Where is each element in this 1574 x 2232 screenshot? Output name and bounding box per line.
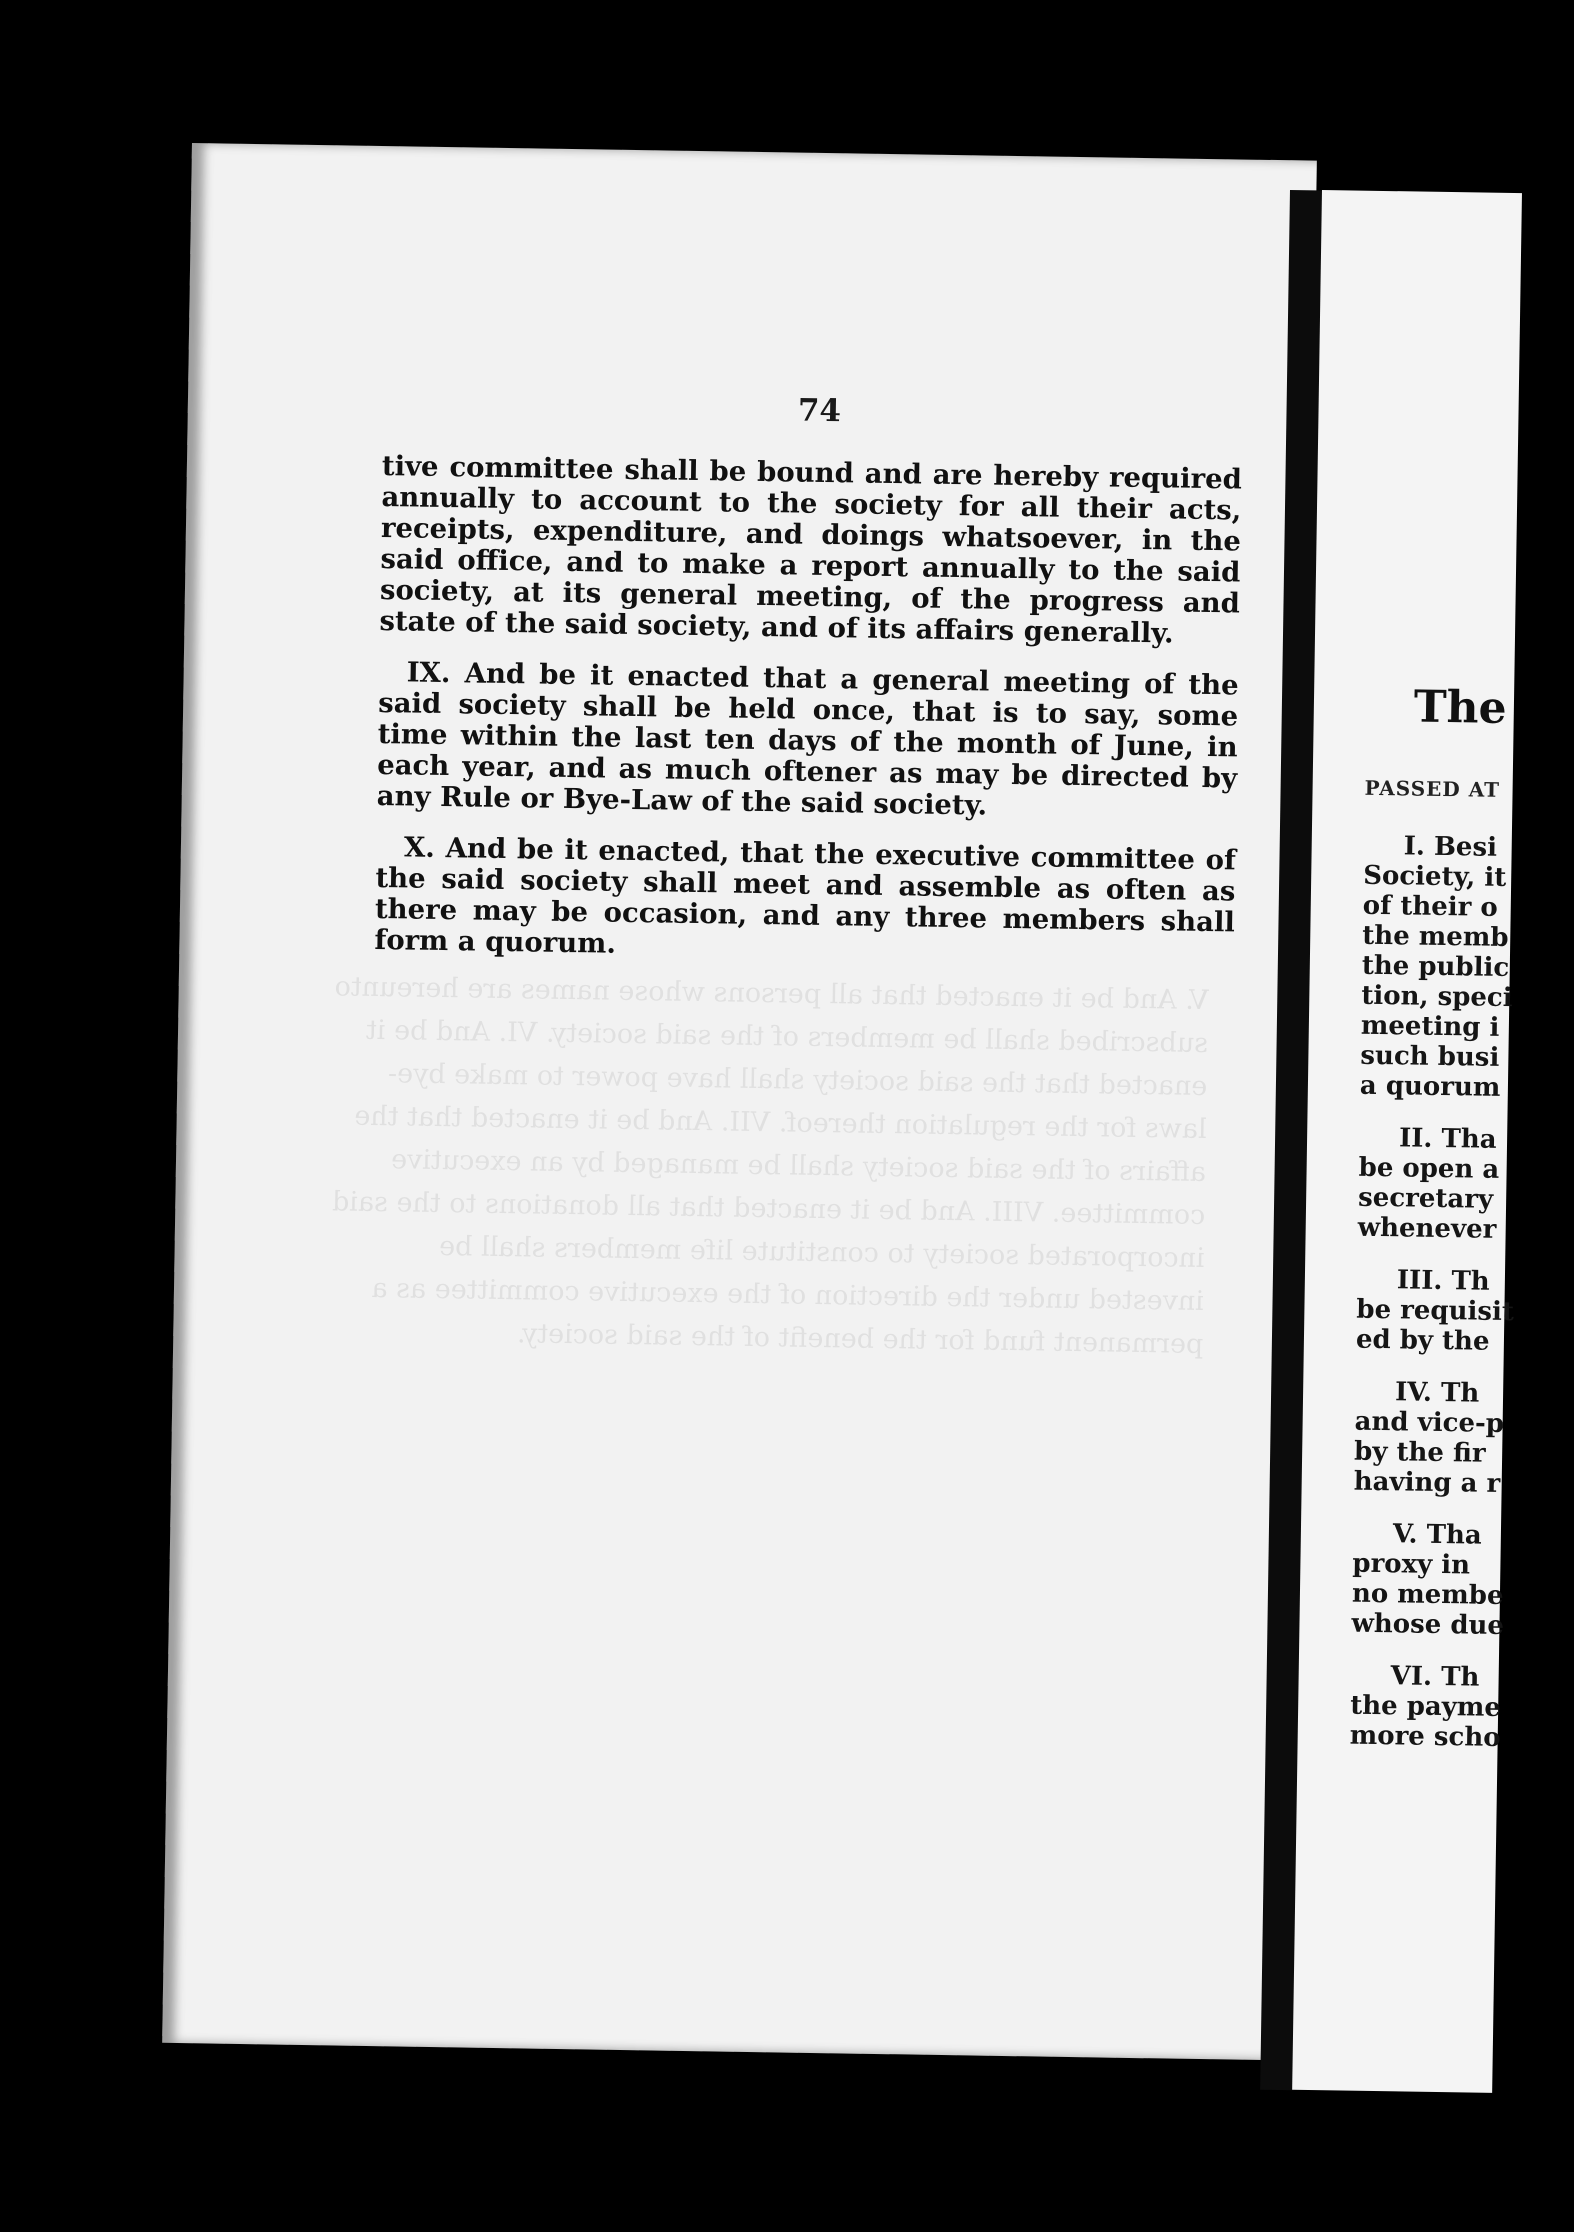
right-line: whenever — [1357, 1212, 1497, 1245]
paragraph-x: X. And be it enacted, that the executive committee of the said society shall meet and assemble as often as there may be occasion, and any three members shall form a quorum. — [374, 831, 1237, 960]
paragraph-continuation: tive committee shall be bound and are hereby required annually to account to the society for all their acts, receipts, expenditure, and doings whatsoever, in the said office, and to make a report annually to the said society, at its general meeting, of the progress and state of the said society, and of its affairs generally. — [379, 450, 1243, 650]
right-line: I. Besi — [1403, 831, 1498, 863]
right-paragraph — [1356, 1265, 1557, 1358]
right-line: such busi — [1360, 1040, 1500, 1073]
right-line: by the fir — [1353, 1436, 1486, 1469]
right-line: whose due — [1351, 1608, 1505, 1642]
right-line: the memb — [1362, 920, 1509, 954]
right-paragraph — [1353, 1377, 1555, 1500]
right-line: having a r — [1353, 1466, 1501, 1499]
show-through-text: V. And be it enacted that all persons whose names are hereunto subscribed shall be members of the said society. VI. And be it enacted that the said society shall have power to make bye-laws for the regulation thereof. VII. And be it enacted that the affairs of the said society shall be managed by an executive committee. VIII. And be it enacted that all donations to the said incorporated society to constitute life members shall be invested under the direction of the executive committee as a permanent fund for the benefit of the said society. — [331, 971, 1209, 1361]
right-line: more scho — [1349, 1720, 1501, 1753]
right-line: II. Tha — [1398, 1123, 1497, 1155]
right-paragraph — [1357, 1123, 1559, 1246]
right-page-passed-at: PASSED AT — [1364, 775, 1501, 802]
right-line: meeting i — [1360, 1010, 1500, 1043]
right-line: the payme — [1349, 1690, 1502, 1723]
right-page-paragraphs — [1349, 831, 1564, 1776]
right-paragraph — [1349, 1661, 1550, 1754]
right-line: proxy in — [1352, 1548, 1471, 1581]
right-line: secretary — [1357, 1182, 1494, 1215]
right-line: of their o — [1362, 890, 1498, 923]
right-line: IV. Th — [1394, 1377, 1480, 1409]
right-line: a quorum — [1359, 1070, 1501, 1103]
right-line: no membe — [1351, 1578, 1504, 1612]
paragraph-ix: IX. And be it enacted that a general meeting of the said society shall be held once, that is to say, some time within the last ten days of the month of June, in each year, and as much oftener as may be directed by any Rule or Bye-Law of the said society. — [376, 656, 1239, 822]
page-number: 74 — [797, 392, 842, 430]
right-line: the public — [1361, 950, 1510, 984]
right-line: Society, it — [1362, 860, 1507, 893]
right-page — [1292, 190, 1522, 2093]
right-page-title: The — [1413, 681, 1508, 734]
right-line: and vice-p — [1354, 1406, 1505, 1440]
right-line: be requisit — [1356, 1294, 1515, 1328]
left-page — [162, 143, 1317, 2060]
right-line: VI. Th — [1390, 1661, 1480, 1693]
right-line: tion, speci — [1361, 980, 1513, 1014]
right-paragraph — [1360, 831, 1564, 1104]
body-text — [374, 451, 1242, 989]
right-line: III. Th — [1396, 1265, 1490, 1297]
right-line: ed by the — [1355, 1324, 1490, 1357]
right-paragraph — [1351, 1519, 1553, 1642]
right-line: V. Tha — [1392, 1519, 1482, 1551]
right-line: be open a — [1358, 1152, 1500, 1185]
